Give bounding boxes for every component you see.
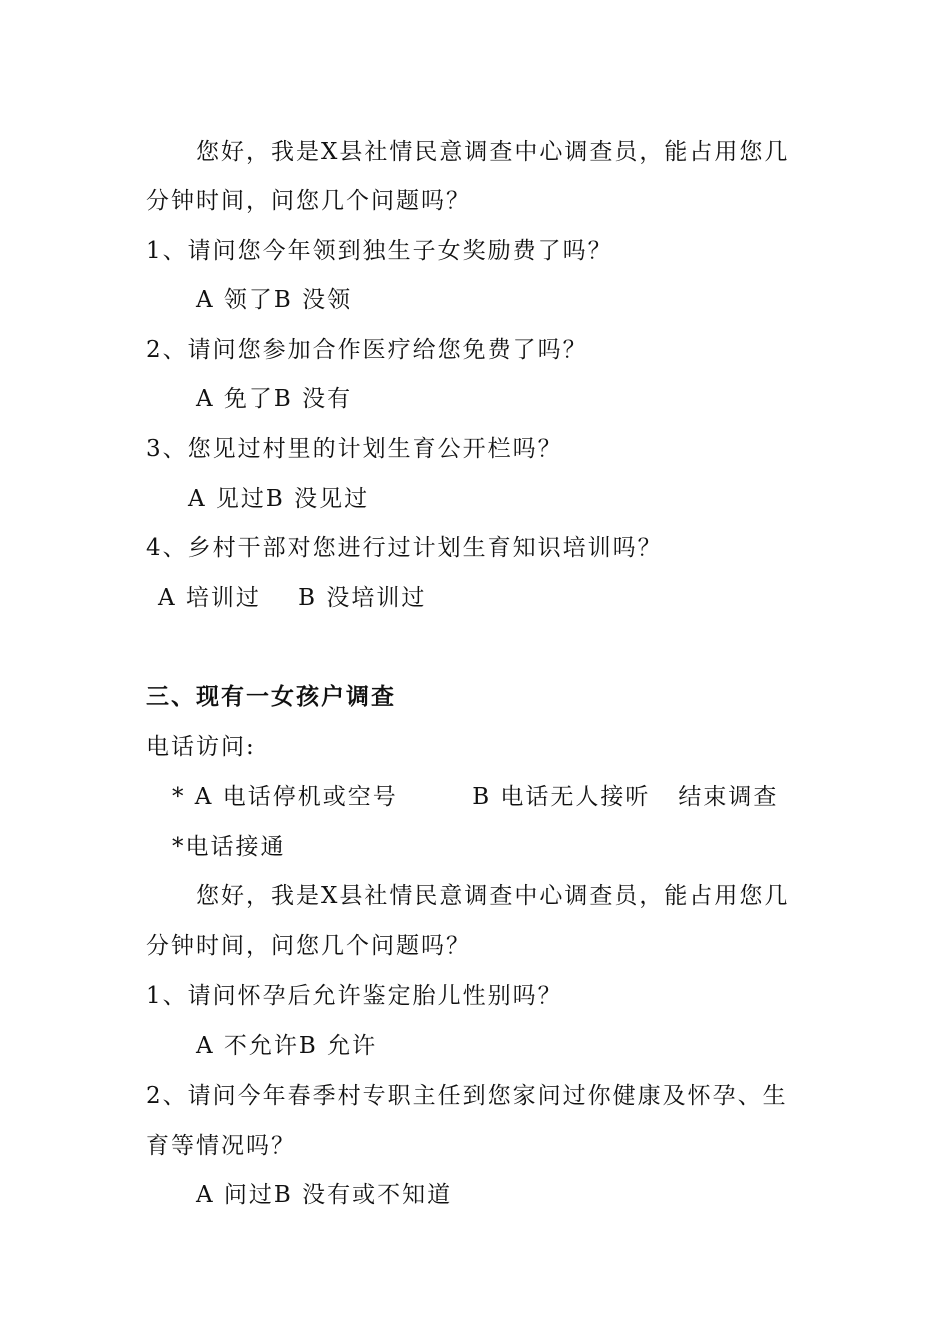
question-2-b-options: A 问过B 没有或不知道 (196, 1182, 453, 1208)
greeting-line-1: 您好，我是X县社情民意调查中心调查员，能占用您几 (196, 139, 790, 165)
question-2-b-line-2: 育等情况吗？ (146, 1133, 296, 1159)
question-1-options: A 领了B 没领 (196, 287, 353, 313)
question-3-options: A 见过B 没见过 (188, 486, 370, 512)
question-2: 2、请问您参加合作医疗给您免费了吗？ (146, 337, 588, 363)
phone-outcome-fail: * A 电话停机或空号 B 电话无人接听 结束调查 (172, 784, 779, 810)
greeting-line-1-b: 您好，我是X县社情民意调查中心调查员，能占用您几 (196, 883, 790, 909)
question-4: 4、乡村干部对您进行过计划生育知识培训吗？ (146, 535, 663, 561)
question-2-options: A 免了B 没有 (196, 386, 353, 412)
question-1-b: 1、请问怀孕后允许鉴定胎儿性别吗？ (146, 983, 563, 1009)
question-3: 3、您见过村里的计划生育公开栏吗？ (146, 436, 563, 462)
section-heading: 三、现有一女孩户调查 (146, 683, 396, 710)
phone-visit-label: 电话访问: (146, 734, 256, 760)
question-1: 1、请问您今年领到独生子女奖励费了吗？ (146, 238, 613, 264)
greeting-line-2: 分钟时间，问您几个问题吗？ (146, 188, 471, 214)
greeting-line-2-b: 分钟时间，问您几个问题吗？ (146, 933, 471, 959)
question-4-options: A 培训过 B 没培训过 (158, 585, 427, 611)
question-1-b-options: A 不允许B 允许 (196, 1033, 378, 1059)
phone-outcome-connected: *电话接通 (172, 834, 286, 860)
question-2-b-line-1: 2、请问今年春季村专职主任到您家问过你健康及怀孕、生 (146, 1083, 788, 1109)
